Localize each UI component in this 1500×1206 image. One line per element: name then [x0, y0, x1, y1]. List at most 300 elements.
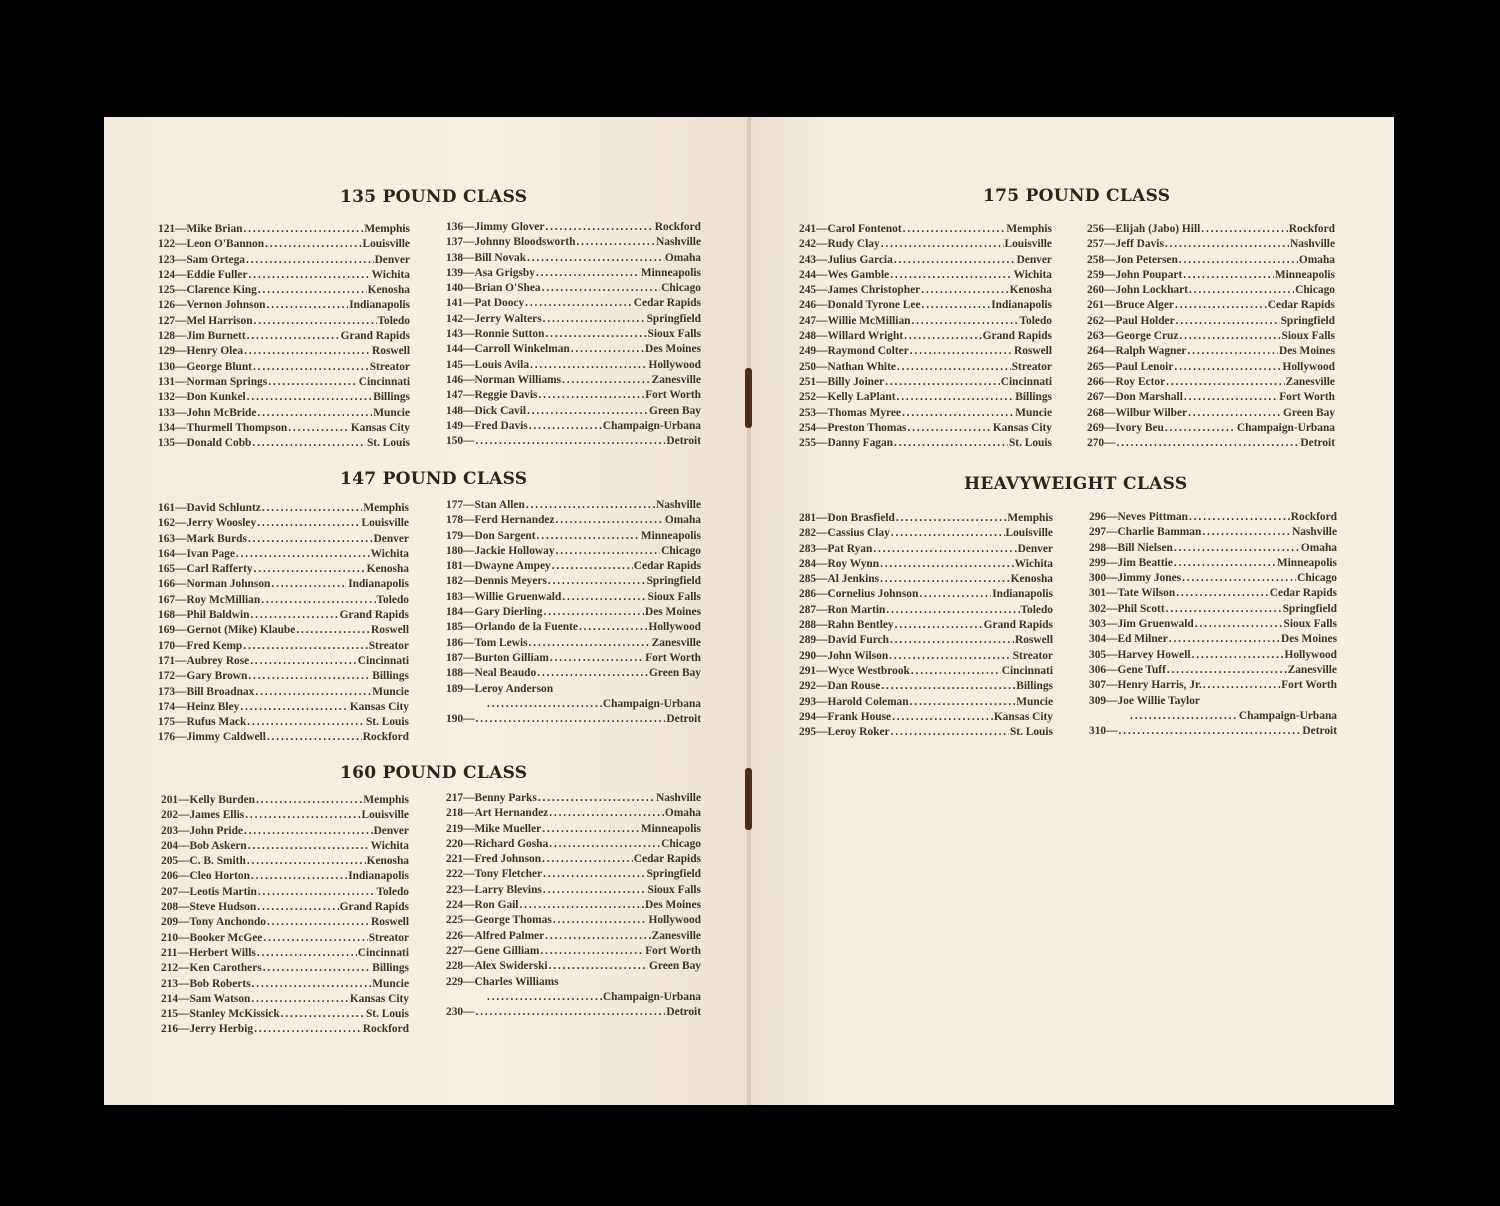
entry-name: 136—Jimmy Glover	[446, 221, 545, 233]
roster-entry	[446, 251, 701, 266]
entry-city: Des Moines	[1281, 633, 1337, 646]
entry-city: Kansas City	[992, 421, 1052, 434]
dot-leader	[538, 791, 655, 806]
entry-city: Zanesville	[1287, 663, 1337, 676]
roster-entry	[446, 419, 701, 434]
entry-city: Kenosha	[366, 855, 409, 868]
entry-name: 179—Don Sargent	[446, 529, 536, 542]
roster-entry	[799, 526, 1053, 541]
dot-leader	[519, 898, 644, 913]
entry-name: 259—John Poupart	[1087, 268, 1183, 281]
entry-name: 185—Orlando de la Fuente	[446, 621, 578, 634]
roster-entry	[799, 725, 1053, 740]
entry-name: 247—Willie McMillian	[799, 314, 911, 327]
dot-leader	[542, 852, 633, 867]
entry-name: 212—Ken Carothers	[161, 962, 262, 975]
dot-leader	[897, 360, 1011, 375]
roster-entry	[158, 623, 409, 638]
roster-entry	[446, 712, 701, 727]
entry-city: Denver	[373, 532, 409, 545]
dot-leader	[907, 421, 991, 436]
entry-city: Cedar Rapids	[633, 297, 701, 310]
dot-leader	[1176, 314, 1280, 329]
entry-city: Minneapolis	[1274, 268, 1335, 281]
entry-city: Cincinnati	[358, 375, 410, 388]
entry-name: 202—James Ellis	[161, 809, 245, 822]
entry-city: Denver	[374, 253, 410, 266]
entry-city: Grand Rapids	[340, 330, 410, 343]
entry-name: 134—Thurmell Thompson	[158, 421, 288, 434]
entry-name: 206—Cleo Horton	[161, 870, 250, 883]
entry-city: Omaha	[1298, 253, 1335, 266]
roster-entry	[158, 298, 410, 313]
roster-entry	[446, 529, 701, 544]
entry-city: Kenosha	[366, 563, 409, 576]
entry-city: Sioux Falls	[1281, 330, 1335, 343]
dot-leader	[904, 329, 982, 344]
entry-city: Omaha	[664, 807, 701, 820]
entry-city: Memphis	[363, 794, 409, 806]
entry-city: Grand Rapids	[339, 901, 409, 914]
roster-entry	[446, 929, 701, 944]
roster-entry	[158, 654, 409, 669]
staple-bottom	[745, 768, 752, 830]
entry-name: 205—C. B. Smith	[161, 855, 246, 868]
entry-name: 176—Jimmy Caldwell	[158, 731, 266, 744]
entry-city: Springfield	[646, 868, 701, 881]
entry-city: St. Louis	[365, 716, 409, 729]
entry-name: 178—Ferd Hernandez	[446, 514, 555, 527]
roster-175-left	[799, 222, 1052, 451]
entry-name: 220—Richard Gosha	[446, 837, 549, 850]
entry-city: Nashville	[1290, 238, 1335, 251]
dot-leader	[911, 664, 1001, 679]
dot-leader	[1174, 541, 1300, 556]
entry-name: 225—George Thomas	[446, 914, 552, 927]
roster-entry	[799, 375, 1052, 390]
entry-city: Green Bay	[649, 667, 701, 680]
roster-entry	[446, 867, 701, 882]
entry-city: Wichita	[370, 547, 409, 560]
dot-leader	[240, 700, 349, 715]
dot-leader	[571, 342, 644, 357]
entry-city: Sioux Falls	[1283, 618, 1337, 631]
entry-city: Champaign-Urbana	[1236, 421, 1335, 434]
dot-leader	[475, 712, 665, 727]
entry-city: Cedar Rapids	[1269, 587, 1337, 600]
entry-city: Indianapolis	[348, 870, 409, 883]
entry-city: Kenosha	[367, 284, 410, 297]
dot-leader	[1188, 406, 1282, 421]
roster-entry	[158, 608, 409, 623]
dot-leader	[475, 434, 665, 449]
dot-leader	[553, 913, 648, 928]
dot-leader	[540, 944, 644, 959]
dot-leader	[549, 959, 648, 974]
roster-entry	[799, 618, 1053, 633]
dot-leader	[873, 542, 1016, 557]
roster-entry	[158, 253, 410, 268]
dot-leader	[296, 623, 370, 638]
roster-entry	[158, 715, 409, 730]
roster-entry	[446, 590, 701, 605]
roster-entry	[799, 542, 1053, 557]
entry-name: 207—Leotis Martin	[161, 885, 257, 898]
entry-name: 245—James Christopher	[799, 284, 921, 297]
entry-name: 262—Paul Holder	[1087, 314, 1175, 327]
entry-name: 149—Fred Davis	[446, 419, 528, 432]
entry-name: 248—Willard Wright	[799, 330, 904, 343]
dot-leader	[256, 793, 362, 808]
roster-entry	[446, 513, 701, 528]
roster-160-right	[446, 791, 701, 1020]
roster-175-right	[1087, 222, 1335, 451]
entry-name: 162—Jerry Woosley	[158, 517, 257, 530]
dot-leader	[257, 946, 357, 961]
dot-leader	[1169, 632, 1280, 647]
roster-entry	[1087, 390, 1335, 405]
roster-entry	[446, 1005, 701, 1020]
entry-name: 181—Dwayne Ampey	[446, 560, 551, 573]
entry-city: Minneapolis	[640, 529, 701, 542]
roster-entry	[799, 406, 1052, 421]
entry-name: 263—George Cruz	[1087, 330, 1179, 343]
entry-name: 163—Mark Burds	[158, 532, 247, 545]
dot-leader	[1175, 298, 1267, 313]
entry-name: 216—Jerry Herbig	[161, 1023, 254, 1036]
entry-city: Muncie	[1016, 695, 1053, 708]
roster-entry	[446, 852, 701, 867]
dot-leader	[248, 839, 370, 854]
roster-entry	[1087, 344, 1335, 359]
entry-name: 244—Wes Gamble	[799, 268, 890, 281]
roster-entry	[158, 577, 409, 592]
entry-name: 128—Jim Burnett	[158, 330, 246, 343]
dot-leader	[902, 406, 1014, 421]
entry-city: Toledo	[376, 593, 409, 606]
dot-leader	[529, 419, 602, 434]
dot-leader	[254, 562, 366, 577]
roster-entry	[161, 1007, 409, 1022]
page-gutter	[747, 117, 751, 1105]
roster-entry	[158, 501, 409, 516]
dot-leader	[544, 605, 645, 620]
dot-leader	[1166, 602, 1282, 617]
entry-name: 174—Heinz Bley	[158, 700, 240, 713]
entry-name: 169—Gernot (Mike) Klaube	[158, 624, 296, 637]
roster-entry	[799, 237, 1052, 252]
roster-entry	[446, 806, 701, 821]
dot-leader	[243, 639, 367, 654]
class-title-160: 160 POUND CLASS	[340, 763, 528, 783]
entry-city: Springfield	[646, 575, 701, 588]
dot-leader	[254, 1022, 362, 1037]
roster-entry	[446, 404, 701, 419]
dot-leader	[543, 312, 646, 327]
dot-leader	[288, 421, 350, 436]
dot-leader	[267, 915, 370, 930]
dot-leader	[545, 220, 653, 235]
dot-leader	[487, 990, 602, 1005]
dot-leader	[258, 283, 367, 298]
entry-city: Streator	[1012, 649, 1053, 662]
dot-leader	[257, 406, 372, 421]
dot-leader	[897, 390, 1015, 405]
roster-entry	[446, 666, 701, 681]
entry-name: 226—Alfred Palmer	[446, 929, 545, 942]
roster-entry	[799, 283, 1052, 298]
roster-entry	[799, 344, 1052, 359]
entry-city: Zanesville	[651, 636, 701, 649]
entry-name: 241—Carol Fontenot	[799, 223, 902, 235]
dot-leader	[890, 268, 1012, 283]
entry-city: Cincinnati	[1000, 375, 1052, 388]
dot-leader	[248, 532, 373, 547]
roster-heavyweight-right	[1089, 510, 1337, 739]
dot-leader	[244, 344, 371, 359]
roster-entry	[158, 593, 409, 608]
entry-name: 172—Gary Brown	[158, 670, 248, 683]
roster-entry	[446, 636, 701, 651]
roster-entry	[158, 375, 410, 390]
roster-entry	[161, 885, 409, 900]
entry-city: Rockford	[362, 731, 409, 744]
entry-city: Billings	[373, 391, 410, 404]
roster-entry	[158, 237, 410, 252]
entry-city: Streator	[368, 639, 409, 652]
entry-name: 203—John Pride	[161, 824, 243, 837]
entry-name: 127—Mel Harrison	[158, 314, 253, 327]
roster-entry	[799, 360, 1052, 375]
entry-name: 228—Alex Swiderski	[446, 960, 548, 973]
dot-leader	[542, 281, 661, 296]
entry-name: 270—	[1087, 437, 1116, 450]
dot-leader	[552, 559, 633, 574]
roster-entry	[161, 1022, 409, 1037]
roster-entry	[446, 697, 701, 712]
dot-leader	[247, 329, 340, 344]
roster-entry	[446, 837, 701, 852]
entry-name: 229—Charles Williams	[446, 975, 559, 988]
dot-leader	[257, 900, 338, 915]
entry-city: Omaha	[664, 251, 701, 264]
entry-name: 221—Fred Johnson	[446, 853, 542, 866]
entry-name: 168—Phil Baldwin	[158, 609, 250, 622]
roster-entry	[158, 329, 410, 344]
entry-city: Memphis	[1007, 512, 1053, 524]
roster-entry	[1087, 253, 1335, 268]
roster-entry	[799, 710, 1053, 725]
entry-name: 293—Harold Coleman	[799, 695, 909, 708]
dot-leader	[246, 253, 374, 268]
entry-city: Wichita	[370, 839, 409, 852]
entry-city: Streator	[1011, 360, 1052, 373]
dot-leader	[891, 526, 1005, 541]
dot-leader	[263, 961, 372, 976]
entry-name: 129—Henry Olea	[158, 345, 244, 358]
dot-leader	[549, 806, 664, 821]
entry-name: 204—Bob Askern	[161, 839, 247, 852]
entry-city: Des Moines	[645, 343, 701, 356]
entry-name: 121—Mike Brian	[158, 223, 243, 235]
roster-entry	[161, 824, 409, 839]
entry-name: 208—Steve Hudson	[161, 901, 257, 914]
class-title-147: 147 POUND CLASS	[340, 469, 528, 489]
entry-name: 219—Mike Mueller	[446, 822, 542, 835]
entry-name: 170—Fred Kemp	[158, 639, 243, 652]
roster-entry	[799, 268, 1052, 283]
entry-city: Wichita	[1014, 557, 1053, 570]
dot-leader	[248, 669, 371, 684]
entry-city: Nashville	[656, 792, 701, 804]
roster-entry	[446, 342, 701, 357]
entry-name: 201—Kelly Burden	[161, 794, 255, 806]
roster-entry	[446, 281, 701, 296]
entry-city: Fort Worth	[645, 651, 701, 664]
roster-160-left	[161, 793, 409, 1038]
roster-entry	[1089, 617, 1337, 632]
dot-leader	[1166, 375, 1284, 390]
roster-entry	[799, 253, 1052, 268]
roster-entry	[161, 869, 409, 884]
entry-city: Cincinnati	[357, 654, 409, 667]
roster-147-left	[158, 501, 409, 746]
entry-city: Toledo	[376, 885, 409, 898]
entry-city: Kansas City	[349, 992, 409, 1005]
roster-entry	[1087, 298, 1335, 313]
entry-city: Sioux Falls	[647, 590, 701, 603]
dot-leader	[267, 730, 362, 745]
roster-entry	[158, 360, 410, 375]
entry-city: St. Louis	[1009, 726, 1053, 739]
dot-leader	[245, 808, 360, 823]
dot-leader	[910, 695, 1016, 710]
entry-city: Indianapolis	[349, 299, 410, 312]
roster-entry	[799, 436, 1052, 451]
entry-city: Detroit	[1300, 437, 1335, 450]
entry-city: Louisville	[1005, 527, 1053, 540]
entry-name: 210—Booker McGee	[161, 931, 263, 944]
entry-city: Wichita	[371, 268, 410, 281]
roster-entry	[158, 685, 409, 700]
entry-city: Wichita	[1013, 268, 1052, 281]
entry-name: 146—Norman Williams	[446, 373, 562, 386]
roster-entry	[1089, 663, 1337, 678]
entry-city: Toledo	[1019, 314, 1052, 327]
dot-leader	[891, 725, 1009, 740]
entry-city: Cedar Rapids	[633, 853, 701, 866]
dot-leader	[1165, 421, 1236, 436]
entry-name: 257—Jeff Davis	[1087, 238, 1164, 251]
entry-city: Springfield	[1282, 602, 1337, 615]
entry-city: Minneapolis	[1276, 556, 1337, 569]
dot-leader	[251, 869, 347, 884]
entry-city: Memphis	[1006, 223, 1052, 235]
roster-entry	[446, 605, 701, 620]
dot-leader	[895, 618, 983, 633]
roster-entry	[799, 421, 1052, 436]
entry-name: 164—Ivan Page	[158, 547, 235, 560]
dot-leader	[880, 557, 1014, 572]
dot-leader	[542, 822, 640, 837]
entry-city: Cedar Rapids	[1267, 299, 1335, 312]
dot-leader	[911, 314, 1018, 329]
roster-entry	[446, 544, 701, 559]
entry-name: 246—Donald Tyrone Lee	[799, 299, 921, 312]
roster-entry	[158, 669, 409, 684]
dot-leader	[922, 298, 991, 313]
dot-leader	[910, 344, 1013, 359]
roster-entry	[446, 620, 701, 635]
dot-leader	[537, 666, 648, 681]
roster-entry	[161, 946, 409, 961]
entry-city: Denver	[373, 824, 409, 837]
entry-name: 124—Eddie Fuller	[158, 268, 248, 281]
entry-city: Muncie	[372, 977, 409, 990]
dot-leader	[1189, 283, 1294, 298]
entry-city: Rockford	[1288, 223, 1335, 235]
entry-city: Champaign-Urbana	[602, 419, 701, 432]
entry-city: Toledo	[1020, 603, 1053, 616]
entry-city: Detroit	[666, 1006, 701, 1019]
dot-leader	[894, 253, 1016, 268]
roster-entry	[158, 344, 410, 359]
dot-leader	[1202, 525, 1291, 540]
roster-entry	[446, 559, 701, 574]
entry-name: 131—Norman Springs	[158, 375, 268, 388]
roster-entry	[446, 898, 701, 913]
dot-leader	[881, 679, 1015, 694]
entry-name: 189—Leroy Anderson	[446, 682, 554, 695]
dot-leader	[1182, 571, 1296, 586]
entry-name: 294—Frank House	[799, 710, 892, 723]
dot-leader	[556, 544, 661, 559]
dot-leader	[919, 587, 991, 602]
dot-leader	[896, 511, 1007, 526]
roster-entry	[158, 268, 410, 283]
entry-city: Sioux Falls	[647, 328, 701, 341]
dot-leader	[543, 883, 647, 898]
entry-name: 300—Jimmy Jones	[1089, 572, 1182, 585]
roster-heavyweight-left	[799, 511, 1053, 740]
entry-city: Fort Worth	[645, 389, 701, 402]
roster-entry	[1087, 314, 1335, 329]
entry-name: 180—Jackie Holloway	[446, 544, 555, 557]
entry-city: Hollywood	[1284, 648, 1337, 661]
entry-city: Kenosha	[1010, 573, 1053, 586]
dot-leader	[271, 577, 347, 592]
roster-entry	[446, 574, 701, 589]
dot-leader	[889, 649, 1012, 664]
roster-entry	[158, 516, 409, 531]
entry-city: Springfield	[646, 312, 701, 325]
roster-entry	[799, 679, 1053, 694]
entry-name: 230—	[446, 1006, 475, 1019]
entry-name: 139—Asa Grigsby	[446, 266, 535, 279]
roster-entry	[446, 990, 701, 1005]
dot-leader	[250, 654, 356, 669]
dot-leader	[525, 296, 633, 311]
entry-city: Roswell	[1015, 634, 1053, 647]
entry-city: Toledo	[377, 314, 410, 327]
roster-entry	[446, 296, 701, 311]
entry-name: 251—Billy Joiner	[799, 375, 885, 388]
entry-city: Streator	[369, 360, 410, 373]
roster-entry	[1089, 525, 1337, 540]
roster-entry	[1089, 571, 1337, 586]
entry-city: Des Moines	[1279, 345, 1335, 358]
entry-name: 295—Leroy Roker	[799, 726, 890, 739]
